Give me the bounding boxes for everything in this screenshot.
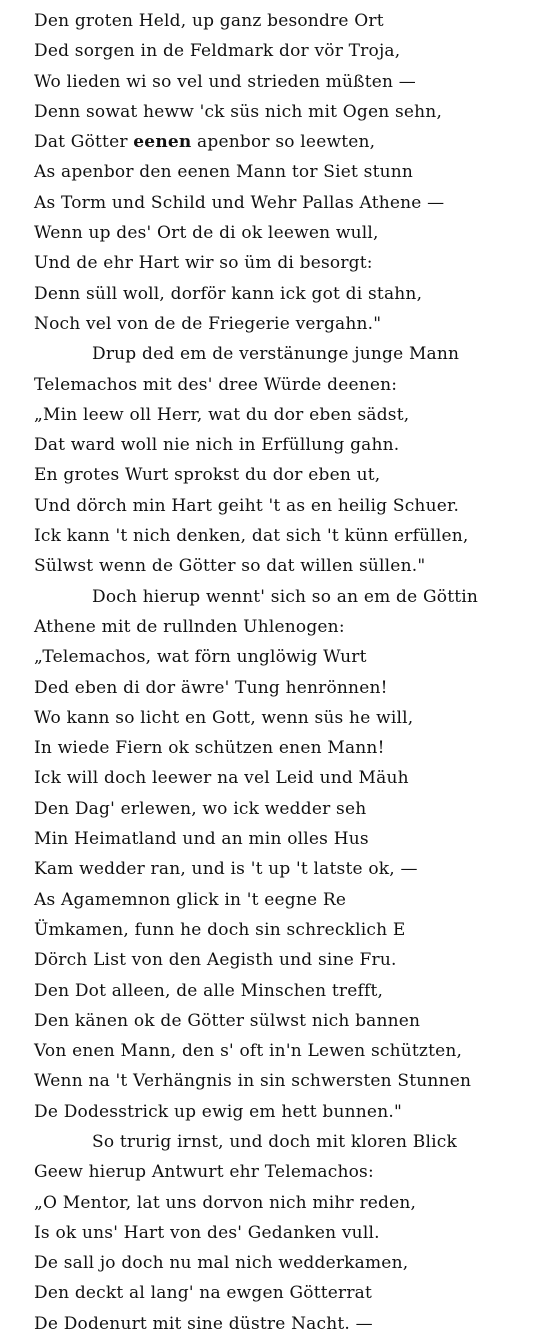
poem-line: Denn sowat heww 'ck süs nich mit Ogen sehn, xyxy=(34,101,443,122)
poem-line: Den känen ok de Götter sülwst nich bannen xyxy=(34,1010,421,1031)
poem-line: Drup ded em de verstänunge junge Mann xyxy=(92,344,460,365)
poem-line: En grotes Wurt sprokst du dor eben ut, xyxy=(34,465,381,486)
poem-line: As apenbor den eenen Mann tor Siet stunn xyxy=(34,162,414,183)
poem-line: Dat ward woll nie nich in Erfüllung gahn. xyxy=(34,435,400,456)
poem-line: Wo kann so licht en Gott, wenn süs he will, xyxy=(34,707,414,728)
poem-line: Den groten Held, up ganz besondre Ort xyxy=(34,11,384,31)
poem-line: Ick will doch leewer na vel Leid und Mäuh xyxy=(34,768,409,789)
poem-line: Geew hierup Antwurt ehr Telemachos: xyxy=(34,1162,374,1183)
poem-line: Kam wedder ran, und is 't up 't latste ok, — xyxy=(34,859,418,880)
poem-line: Ick kann 't nich denken, dat sich 't künn erfüllen, xyxy=(34,526,469,547)
poem-line: Min Heimatland und an min olles Hus xyxy=(34,829,369,850)
poem-line: Den deckt al lang' na ewgen Götterrat xyxy=(34,1283,373,1304)
poem-line: Ümkamen, funn he doch sin schrecklich E xyxy=(34,919,406,940)
poem-line: In wiede Fiern ok schützen enen Mann! xyxy=(34,738,385,759)
poem-line: Ded sorgen in de Feldmark dor vör Troja, xyxy=(34,41,401,62)
poem-line: Wenn na 't Verhängnis in sin schwersten Stunnen xyxy=(34,1071,472,1092)
poem-line: Und dörch min Hart geiht 't as en heilig Schuer. xyxy=(34,495,460,516)
poem-line: „O Mentor, lat uns dorvon nich mihr reden, xyxy=(34,1192,417,1213)
poem-line: So trurig irnst, und doch mit kloren Blick xyxy=(92,1131,457,1152)
poem-line: „Min leew oll Herr, wat du dor eben sädst, xyxy=(34,404,410,425)
poem-line: De Dodesstrick up ewig em hett bunnen." xyxy=(34,1101,402,1122)
poem-line: De Dodenurt mit sine düstre Nacht. — xyxy=(34,1313,373,1334)
poem-line: Telemachos mit des' dree Würde deenen: xyxy=(34,374,398,395)
poem-line: As Agamemnon glick in 't eegne Re xyxy=(34,889,347,910)
poem-text xyxy=(34,6,544,1339)
poem-line: Doch hierup wennt' sich so an em de Göttin xyxy=(92,586,479,607)
poem-line: Denn süll woll, dorför kann ick got di stahn, xyxy=(34,283,423,304)
poem-line: As Torm und Schild und Wehr Pallas Athene — xyxy=(34,192,445,213)
poem-line: Dat Götter eenen apenbor so leewten, xyxy=(34,132,376,153)
poem-line: Den Dag' erlewen, wo ick wedder seh xyxy=(34,798,367,819)
poem-line: Sülwst wenn de Götter so dat willen süllen." xyxy=(34,556,426,577)
poem-line: Is ok uns' Hart von des' Gedanken vull. xyxy=(34,1222,380,1243)
emphasized-word: eenen xyxy=(133,132,192,153)
poem-line: Von enen Mann, den s' oft in'n Lewen schützten, xyxy=(34,1041,463,1062)
poem-line: „Telemachos, wat förn unglöwig Wurt xyxy=(34,647,367,668)
poem-line: Den Dot alleen, de alle Minschen trefft, xyxy=(34,980,384,1001)
poem-line: Athene mit de rullnden Uhlenogen: xyxy=(34,616,345,637)
poem-line: Und de ehr Hart wir so üm di besorgt: xyxy=(34,253,373,274)
poem-line: Wenn up des' Ort de di ok leewen wull, xyxy=(34,223,379,244)
poem-line: De sall jo doch nu mal nich wedderkamen, xyxy=(34,1253,409,1274)
poem-line: Dörch List von den Aegisth und sine Fru. xyxy=(34,950,397,971)
poem-line: Noch vel von de de Friegerie vergahn." xyxy=(34,313,382,334)
poem-line: Ded eben di dor äwre' Tung henrönnen! xyxy=(34,677,388,698)
poem-line: Wo lieden wi so vel und strieden müßten — xyxy=(34,71,416,92)
